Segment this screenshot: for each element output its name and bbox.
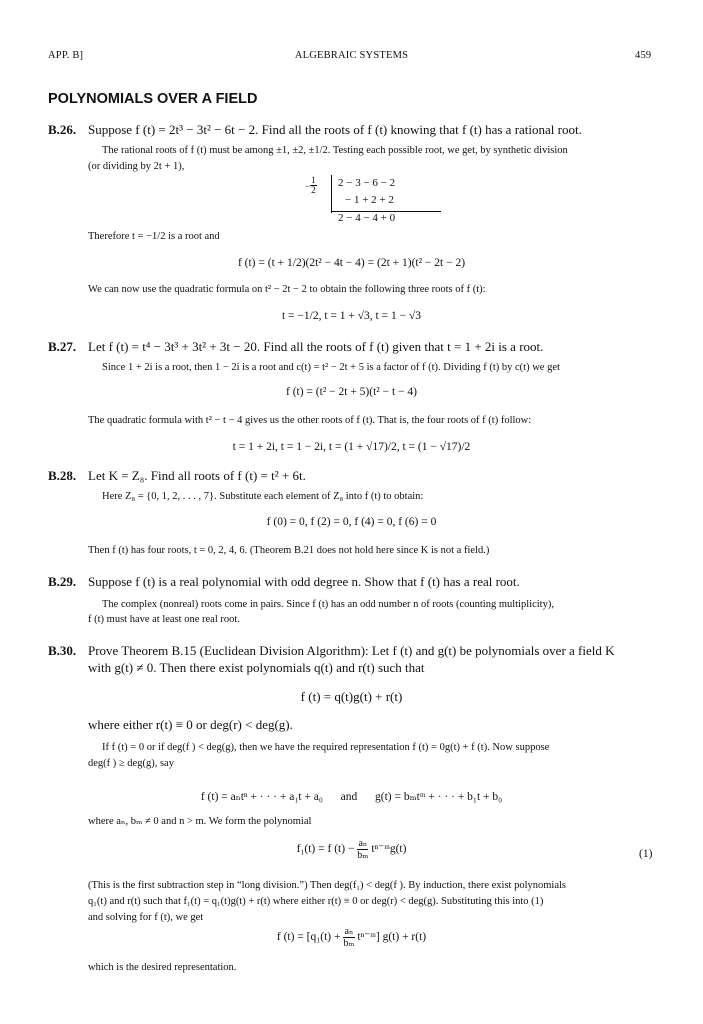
polynomial-g: g(t) = bₘtᵐ + · · · + b₁t + b₀ <box>375 791 503 803</box>
final-fraction-denominator: bₘ <box>343 938 355 949</box>
problem-b30-question-line-1: Prove Theorem B.15 (Euclidean Division Algorithm): Let f (t) and g(t) be polynomials over a field K <box>88 643 615 658</box>
b30-division-equation: f (t) = q(t)g(t) + r(t) <box>300 689 403 704</box>
and-word: and <box>340 791 358 803</box>
problem-number-b29: B.29. <box>48 574 77 589</box>
problem-number-b27: B.27. <box>48 339 77 354</box>
b26-solution-line-1: The rational roots of f (t) must be among ±1, ±2, ±1/2. Testing each possible root, we get, by synthetic division <box>102 145 568 156</box>
running-header-title: ALGEBRAIC SYSTEMS <box>294 50 409 61</box>
problem-b28-question: Let K = Z₈. Find all roots of f (t) = t² + 6t. <box>88 468 306 483</box>
b26-factorization: f (t) = (t + 1/2)(2t² − 4t − 4) = (2t + 1)(t² − 2t − 2) <box>237 257 466 269</box>
equation-label-1: (1) <box>639 848 653 860</box>
f1-lhs: f₁(t) = f (t) − <box>296 843 355 856</box>
b27-solution-line-1: Since 1 + 2i is a root, then 1 − 2i is a root and c(t) = t² − 2t + 5 is a factor of f (t). Dividing f (t) by c(t) we get <box>102 362 560 373</box>
b30-f1-equation <box>0 838 703 861</box>
b26-therefore: Therefore t = −1/2 is a root and <box>88 231 220 242</box>
b26-roots: t = −1/2, t = 1 + √3, t = 1 − √3 <box>281 310 422 322</box>
b30-paragraph-line-3: and solving for f (t), we get <box>88 912 204 923</box>
b27-factorization: f (t) = (t² − 2t + 5)(t² − t − 4) <box>286 386 417 398</box>
b30-solution-line-2: deg(f ) ≥ deg(g), say <box>88 758 174 769</box>
b30-paragraph-line-2: q₁(t) and r(t) such that f₁(t) = q₁(t)g(t) + r(t) where either r(t) ≡ 0 or deg(r) < deg(g). Substituting this into (1) <box>88 896 544 907</box>
b28-values: f (0) = 0, f (2) = 0, f (4) = 0, f (6) = 0 <box>266 516 437 528</box>
b26-quadratic-line: We can now use the quadratic formula on t² − 2t − 2 to obtain the following three roots of f (t): <box>88 284 486 295</box>
synthetic-divisor-denominator: 2 <box>311 185 316 195</box>
b30-solution-line-1: If f (t) = 0 or if deg(f ) < deg(g), then we have the required representation f (t) = 0g(t) + f (t). Now suppose <box>102 742 550 753</box>
b30-where-line: where either r(t) ≡ 0 or deg(r) < deg(g). <box>88 717 293 732</box>
final-lhs: f (t) = [q₁(t) + <box>276 931 341 944</box>
problem-number-b28: B.28. <box>48 468 77 483</box>
b26-solution-line-2: (or dividing by 2t + 1), <box>88 161 185 172</box>
synthetic-row-2: − 1 + 2 + 2 <box>345 194 394 206</box>
synthetic-row-1: 2 − 3 − 6 − 2 <box>338 177 396 189</box>
problem-b29-question: Suppose f (t) is a real polynomial with odd degree n. Show that f (t) has a real root. <box>88 574 520 589</box>
problem-number-b26: B.26. <box>48 122 77 137</box>
f1-fraction-numerator: aₙ <box>358 838 368 849</box>
b29-solution-line-1: The complex (nonreal) roots come in pairs. Since f (t) has an odd number n of roots (counting multiplicity), <box>102 599 554 610</box>
problem-b27-question: Let f (t) = t⁴ − 3t³ + 3t² + 3t − 20. Find all the roots of f (t) given that t = 1 + 2i is a root. <box>88 339 544 354</box>
problem-b26-question: Suppose f (t) = 2t³ − 3t² − 6t − 2. Find all the roots of f (t) knowing that f (t) has a rational root. <box>88 122 582 137</box>
f1-fraction-denominator: bₘ <box>357 850 369 861</box>
problem-number-b30: B.30. <box>48 643 77 658</box>
b27-roots: t = 1 + 2i, t = 1 − 2i, t = (1 + √17)/2, t = (1 − √17)/2 <box>232 441 471 453</box>
page-number: 459 <box>635 50 652 61</box>
problem-b30-question-line-2: with g(t) ≠ 0. Then there exist polynomials q(t) and r(t) such that <box>88 660 425 675</box>
section-title: POLYNOMIALS OVER A FIELD <box>48 91 258 107</box>
final-fraction-numerator: aₙ <box>344 926 354 937</box>
final-rhs: tⁿ⁻ᵐ] g(t) + r(t) <box>357 931 427 944</box>
b30-closing-line: which is the desired representation. <box>88 962 237 973</box>
polynomial-f: f (t) = aₙtⁿ + · · · + a₁t + a₀ <box>200 791 323 803</box>
b30-final-equation <box>0 926 703 949</box>
synthetic-row-3: 2 − 4 − 4 + 0 <box>338 212 396 224</box>
synthetic-divisor-numerator: 1 <box>311 175 316 185</box>
b30-paragraph-line-1: (This is the first subtraction step in “long division.”) Then deg(f₁) < deg(f ). By induction, there exist polynomials <box>88 880 567 891</box>
b27-quadratic-line: The quadratic formula with t² − t − 4 gives us the other roots of f (t). That is, the four roots of f (t) follow: <box>88 415 532 426</box>
b28-conclusion: Then f (t) has four roots, t = 0, 2, 4, 6. (Theorem B.21 does not hold here since K is not a field.) <box>88 545 490 556</box>
synthetic-division-bar <box>331 175 332 213</box>
running-header-left: APP. B] <box>48 50 84 61</box>
b30-where-line-2: where aₙ, bₘ ≠ 0 and n > m. We form the polynomial <box>88 816 312 827</box>
f1-rhs: tⁿ⁻ᵐg(t) <box>371 843 407 856</box>
b30-polynomials <box>0 789 703 803</box>
synthetic-divisor: − $\frac{1}{2}$ <box>305 175 316 195</box>
b29-solution-line-2: f (t) must have at least one real root. <box>88 614 240 625</box>
b28-solution-line-1: Here Z₈ = {0, 1, 2, . . . , 7}. Substitute each element of Z₈ into f (t) to obtain: <box>102 491 424 502</box>
